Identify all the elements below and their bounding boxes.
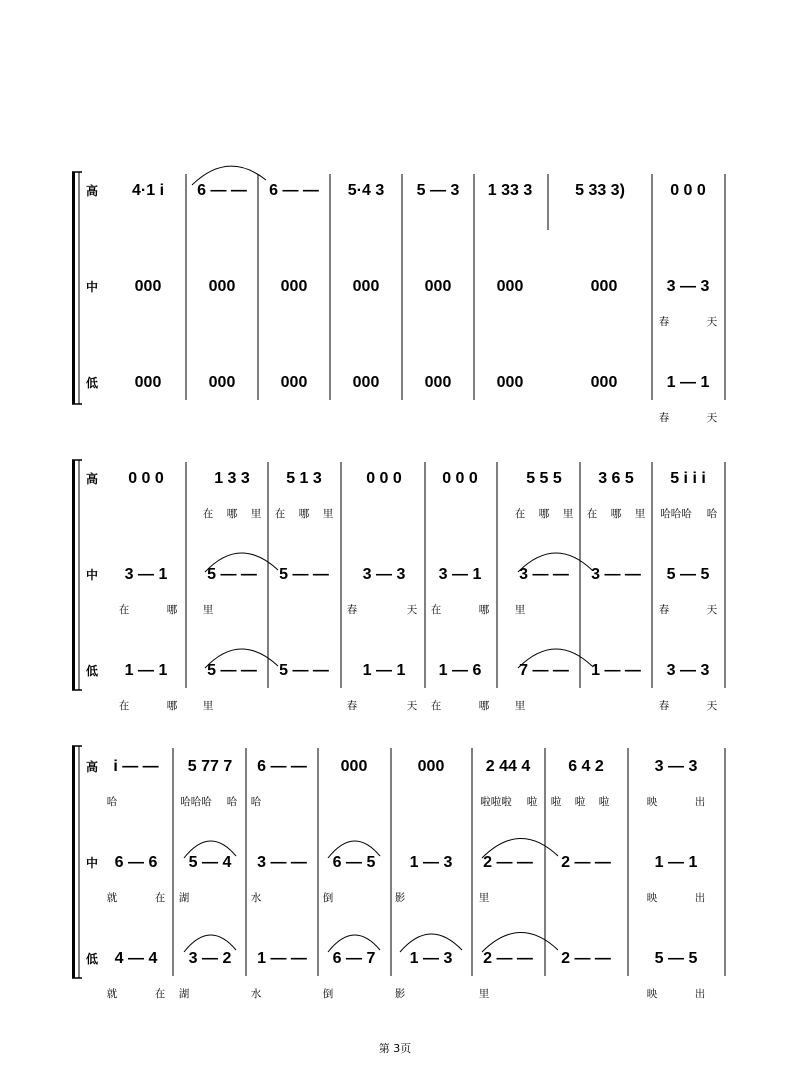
lyric: 就 bbox=[106, 988, 118, 1000]
measure-s2-high-3: 5 1 3 bbox=[286, 470, 322, 487]
lyric: 在 bbox=[202, 508, 214, 520]
system-bracket bbox=[72, 172, 75, 404]
measure-s3-high-4: 000 bbox=[340, 758, 368, 775]
lyric: 春 bbox=[346, 604, 358, 616]
lyric: 天 bbox=[706, 412, 718, 424]
lyric: 哪 bbox=[226, 508, 238, 520]
lyric: 啦 bbox=[526, 796, 538, 808]
measure-s2-low-6: 7 — — bbox=[519, 662, 569, 679]
measure-s3-mid-5: 1 — 3 bbox=[409, 854, 453, 871]
lyric: 出 bbox=[694, 988, 706, 1000]
measure-s2-high-4: 0 0 0 bbox=[366, 470, 402, 487]
lyric: 春 bbox=[658, 604, 670, 616]
measure-s3-mid-1: 6 — 6 bbox=[114, 854, 158, 871]
lyric: 哈 bbox=[106, 796, 118, 808]
voice-label-mid: 中 bbox=[86, 568, 99, 582]
measure-s3-high-1: i — — bbox=[113, 758, 159, 775]
lyric: 映 bbox=[646, 796, 658, 808]
lyric: 啦 bbox=[574, 796, 586, 808]
lyric: 在 bbox=[118, 604, 130, 616]
lyric: 倒 bbox=[322, 988, 334, 1000]
measure-s2-low-2: 5 — — bbox=[207, 662, 257, 679]
lyric: 湖 bbox=[178, 988, 190, 1000]
lyric: 水 bbox=[250, 892, 262, 904]
measure-s1-high-5: 5 — 3 bbox=[416, 182, 460, 199]
measure-s3-high-5: 000 bbox=[417, 758, 445, 775]
lyric: 哪 bbox=[298, 508, 310, 520]
measure-s1-mid-2: 000 bbox=[208, 278, 236, 295]
voice-label-low: 低 bbox=[86, 952, 99, 966]
lyric: 里 bbox=[322, 508, 334, 520]
lyric: 哈哈哈 bbox=[660, 508, 692, 520]
lyric: 啦啦啦 bbox=[480, 796, 512, 808]
lyric: 哪 bbox=[166, 700, 178, 712]
lyric: 啦 bbox=[550, 796, 562, 808]
measure-s1-mid-7: 000 bbox=[590, 278, 618, 295]
lyric: 天 bbox=[406, 700, 418, 712]
lyric: 天 bbox=[706, 604, 718, 616]
measure-s2-high-6: 5 5 5 bbox=[526, 470, 562, 487]
measure-s2-high-7: 3 6 5 bbox=[598, 470, 634, 487]
system-bracket bbox=[72, 460, 75, 690]
lyric: 天 bbox=[406, 604, 418, 616]
lyric: 哪 bbox=[538, 508, 550, 520]
measure-s3-low-4: 6 — 7 bbox=[332, 950, 376, 967]
lyric: 里 bbox=[514, 700, 526, 712]
measure-s1-high-2: 6 — — bbox=[197, 182, 247, 199]
lyric: 里 bbox=[202, 604, 214, 616]
lyric: 天 bbox=[706, 700, 718, 712]
lyric: 倒 bbox=[322, 892, 334, 904]
lyric: 在 bbox=[430, 700, 442, 712]
measure-s2-low-1: 1 — 1 bbox=[124, 662, 168, 679]
measure-s1-low-1: 000 bbox=[134, 374, 162, 391]
measure-s2-high-2: 1 3 3 bbox=[214, 470, 250, 487]
lyric: 在 bbox=[586, 508, 598, 520]
measure-s1-high-6: 1 33 3 bbox=[487, 182, 533, 199]
measure-s3-low-3: 1 — — bbox=[257, 950, 307, 967]
lyric: 在 bbox=[514, 508, 526, 520]
lyric: 在 bbox=[154, 988, 166, 1000]
measure-s3-high-7: 6 4 2 bbox=[568, 758, 604, 775]
lyric: 在 bbox=[154, 892, 166, 904]
system-bracket bbox=[72, 746, 75, 978]
measure-s2-mid-4: 3 — 3 bbox=[362, 566, 406, 583]
measure-s1-mid-6: 000 bbox=[496, 278, 524, 295]
lyric: 哈 bbox=[706, 508, 718, 520]
measure-s2-low-3: 5 — — bbox=[279, 662, 329, 679]
lyric: 里 bbox=[478, 892, 490, 904]
measure-s2-mid-7: 3 — — bbox=[591, 566, 641, 583]
lyric: 哈 bbox=[250, 796, 262, 808]
system-3-lines bbox=[72, 746, 725, 978]
lyric: 在 bbox=[274, 508, 286, 520]
measure-s1-high-1: 4·1 i bbox=[131, 182, 165, 199]
measure-s2-high-8: 5 i i i bbox=[670, 470, 706, 487]
measure-s1-low-4: 000 bbox=[352, 374, 380, 391]
measure-s3-high-6: 2 44 4 bbox=[485, 758, 531, 775]
lyric: 哪 bbox=[166, 604, 178, 616]
lyric: 里 bbox=[514, 604, 526, 616]
lyric: 出 bbox=[694, 892, 706, 904]
lyric: 哈哈哈 bbox=[180, 796, 212, 808]
lyric: 啦 bbox=[598, 796, 610, 808]
measure-s3-mid-4: 6 — 5 bbox=[332, 854, 376, 871]
lyric: 在 bbox=[430, 604, 442, 616]
lyric: 水 bbox=[250, 988, 262, 1000]
measure-s1-mid-1: 000 bbox=[134, 278, 162, 295]
measure-s2-mid-8: 5 — 5 bbox=[666, 566, 710, 583]
measure-s1-mid-5: 000 bbox=[424, 278, 452, 295]
lyric: 哪 bbox=[478, 604, 490, 616]
measure-s3-low-2: 3 — 2 bbox=[188, 950, 232, 967]
measure-s1-low-3: 000 bbox=[280, 374, 308, 391]
measure-s3-low-6: 2 — — bbox=[483, 950, 533, 967]
measure-s2-low-8: 3 — 3 bbox=[666, 662, 710, 679]
measure-s3-high-8: 3 — 3 bbox=[654, 758, 698, 775]
measure-s3-low-1: 4 — 4 bbox=[114, 950, 158, 967]
lyric: 春 bbox=[658, 412, 670, 424]
lyric: 哈 bbox=[226, 796, 238, 808]
measure-s2-mid-5: 3 — 1 bbox=[438, 566, 482, 583]
voice-label-high: 高 bbox=[86, 760, 99, 774]
measure-s3-mid-7: 2 — — bbox=[561, 854, 611, 871]
measure-s3-mid-8: 1 — 1 bbox=[654, 854, 698, 871]
measure-s1-mid-3: 000 bbox=[280, 278, 308, 295]
lyric: 春 bbox=[658, 316, 670, 328]
measure-s3-low-5: 1 — 3 bbox=[409, 950, 453, 967]
measure-s1-low-8: 1 — 1 bbox=[666, 374, 710, 391]
measure-s1-low-5: 000 bbox=[424, 374, 452, 391]
measure-s2-low-5: 1 — 6 bbox=[438, 662, 482, 679]
measure-s3-mid-2: 5 — 4 bbox=[188, 854, 232, 871]
lyric: 春 bbox=[346, 700, 358, 712]
lyric: 映 bbox=[646, 892, 658, 904]
measure-s2-high-1: 0 0 0 bbox=[128, 470, 164, 487]
voice-label-mid: 中 bbox=[86, 280, 99, 294]
voice-label-mid: 中 bbox=[86, 856, 99, 870]
lyric: 哪 bbox=[478, 700, 490, 712]
lyric: 春 bbox=[658, 700, 670, 712]
measure-s2-mid-6: 3 — — bbox=[519, 566, 569, 583]
measure-s1-low-6: 000 bbox=[496, 374, 524, 391]
measure-s2-high-5: 0 0 0 bbox=[442, 470, 478, 487]
lyric: 湖 bbox=[178, 892, 190, 904]
measure-s1-high-3: 6 — — bbox=[269, 182, 319, 199]
measure-s1-mid-4: 000 bbox=[352, 278, 380, 295]
lyric: 里 bbox=[562, 508, 574, 520]
lyric: 影 bbox=[394, 988, 406, 1000]
measure-s1-low-7: 000 bbox=[590, 374, 618, 391]
voice-label-low: 低 bbox=[86, 664, 99, 678]
measure-s3-mid-6: 2 — — bbox=[483, 854, 533, 871]
voice-label-low: 低 bbox=[86, 376, 99, 390]
lyric: 天 bbox=[706, 316, 718, 328]
lyric: 里 bbox=[634, 508, 646, 520]
lyric: 出 bbox=[694, 796, 706, 808]
lyric: 在 bbox=[118, 700, 130, 712]
measure-s3-mid-3: 3 — — bbox=[257, 854, 307, 871]
voice-label-high: 高 bbox=[86, 472, 99, 486]
measure-s2-mid-3: 5 — — bbox=[279, 566, 329, 583]
measure-s3-high-2: 5 77 7 bbox=[187, 758, 233, 775]
measure-s3-high-3: 6 — — bbox=[257, 758, 307, 775]
lyric: 里 bbox=[202, 700, 214, 712]
measure-s1-high-4: 5·4 3 bbox=[347, 182, 385, 199]
page-number: 第 3页 bbox=[378, 1042, 412, 1055]
lyric: 里 bbox=[478, 988, 490, 1000]
lyric: 影 bbox=[394, 892, 406, 904]
measure-s2-low-7: 1 — — bbox=[591, 662, 641, 679]
measure-s1-mid-8: 3 — 3 bbox=[666, 278, 710, 295]
voice-label-high: 高 bbox=[86, 184, 99, 198]
lyric: 就 bbox=[106, 892, 118, 904]
measure-s2-mid-2: 5 — — bbox=[207, 566, 257, 583]
system-1-lines bbox=[72, 166, 725, 404]
measure-s1-high-7: 5 33 3) bbox=[575, 182, 625, 199]
measure-s1-low-2: 000 bbox=[208, 374, 236, 391]
measure-s2-mid-1: 3 — 1 bbox=[124, 566, 168, 583]
measure-s2-low-4: 1 — 1 bbox=[362, 662, 406, 679]
lyric: 哪 bbox=[610, 508, 622, 520]
lyric: 里 bbox=[250, 508, 262, 520]
measure-s1-high-8: 0 0 0 bbox=[670, 182, 706, 199]
measure-s3-low-8: 5 — 5 bbox=[654, 950, 698, 967]
measure-s3-low-7: 2 — — bbox=[561, 950, 611, 967]
lyric: 映 bbox=[646, 988, 658, 1000]
